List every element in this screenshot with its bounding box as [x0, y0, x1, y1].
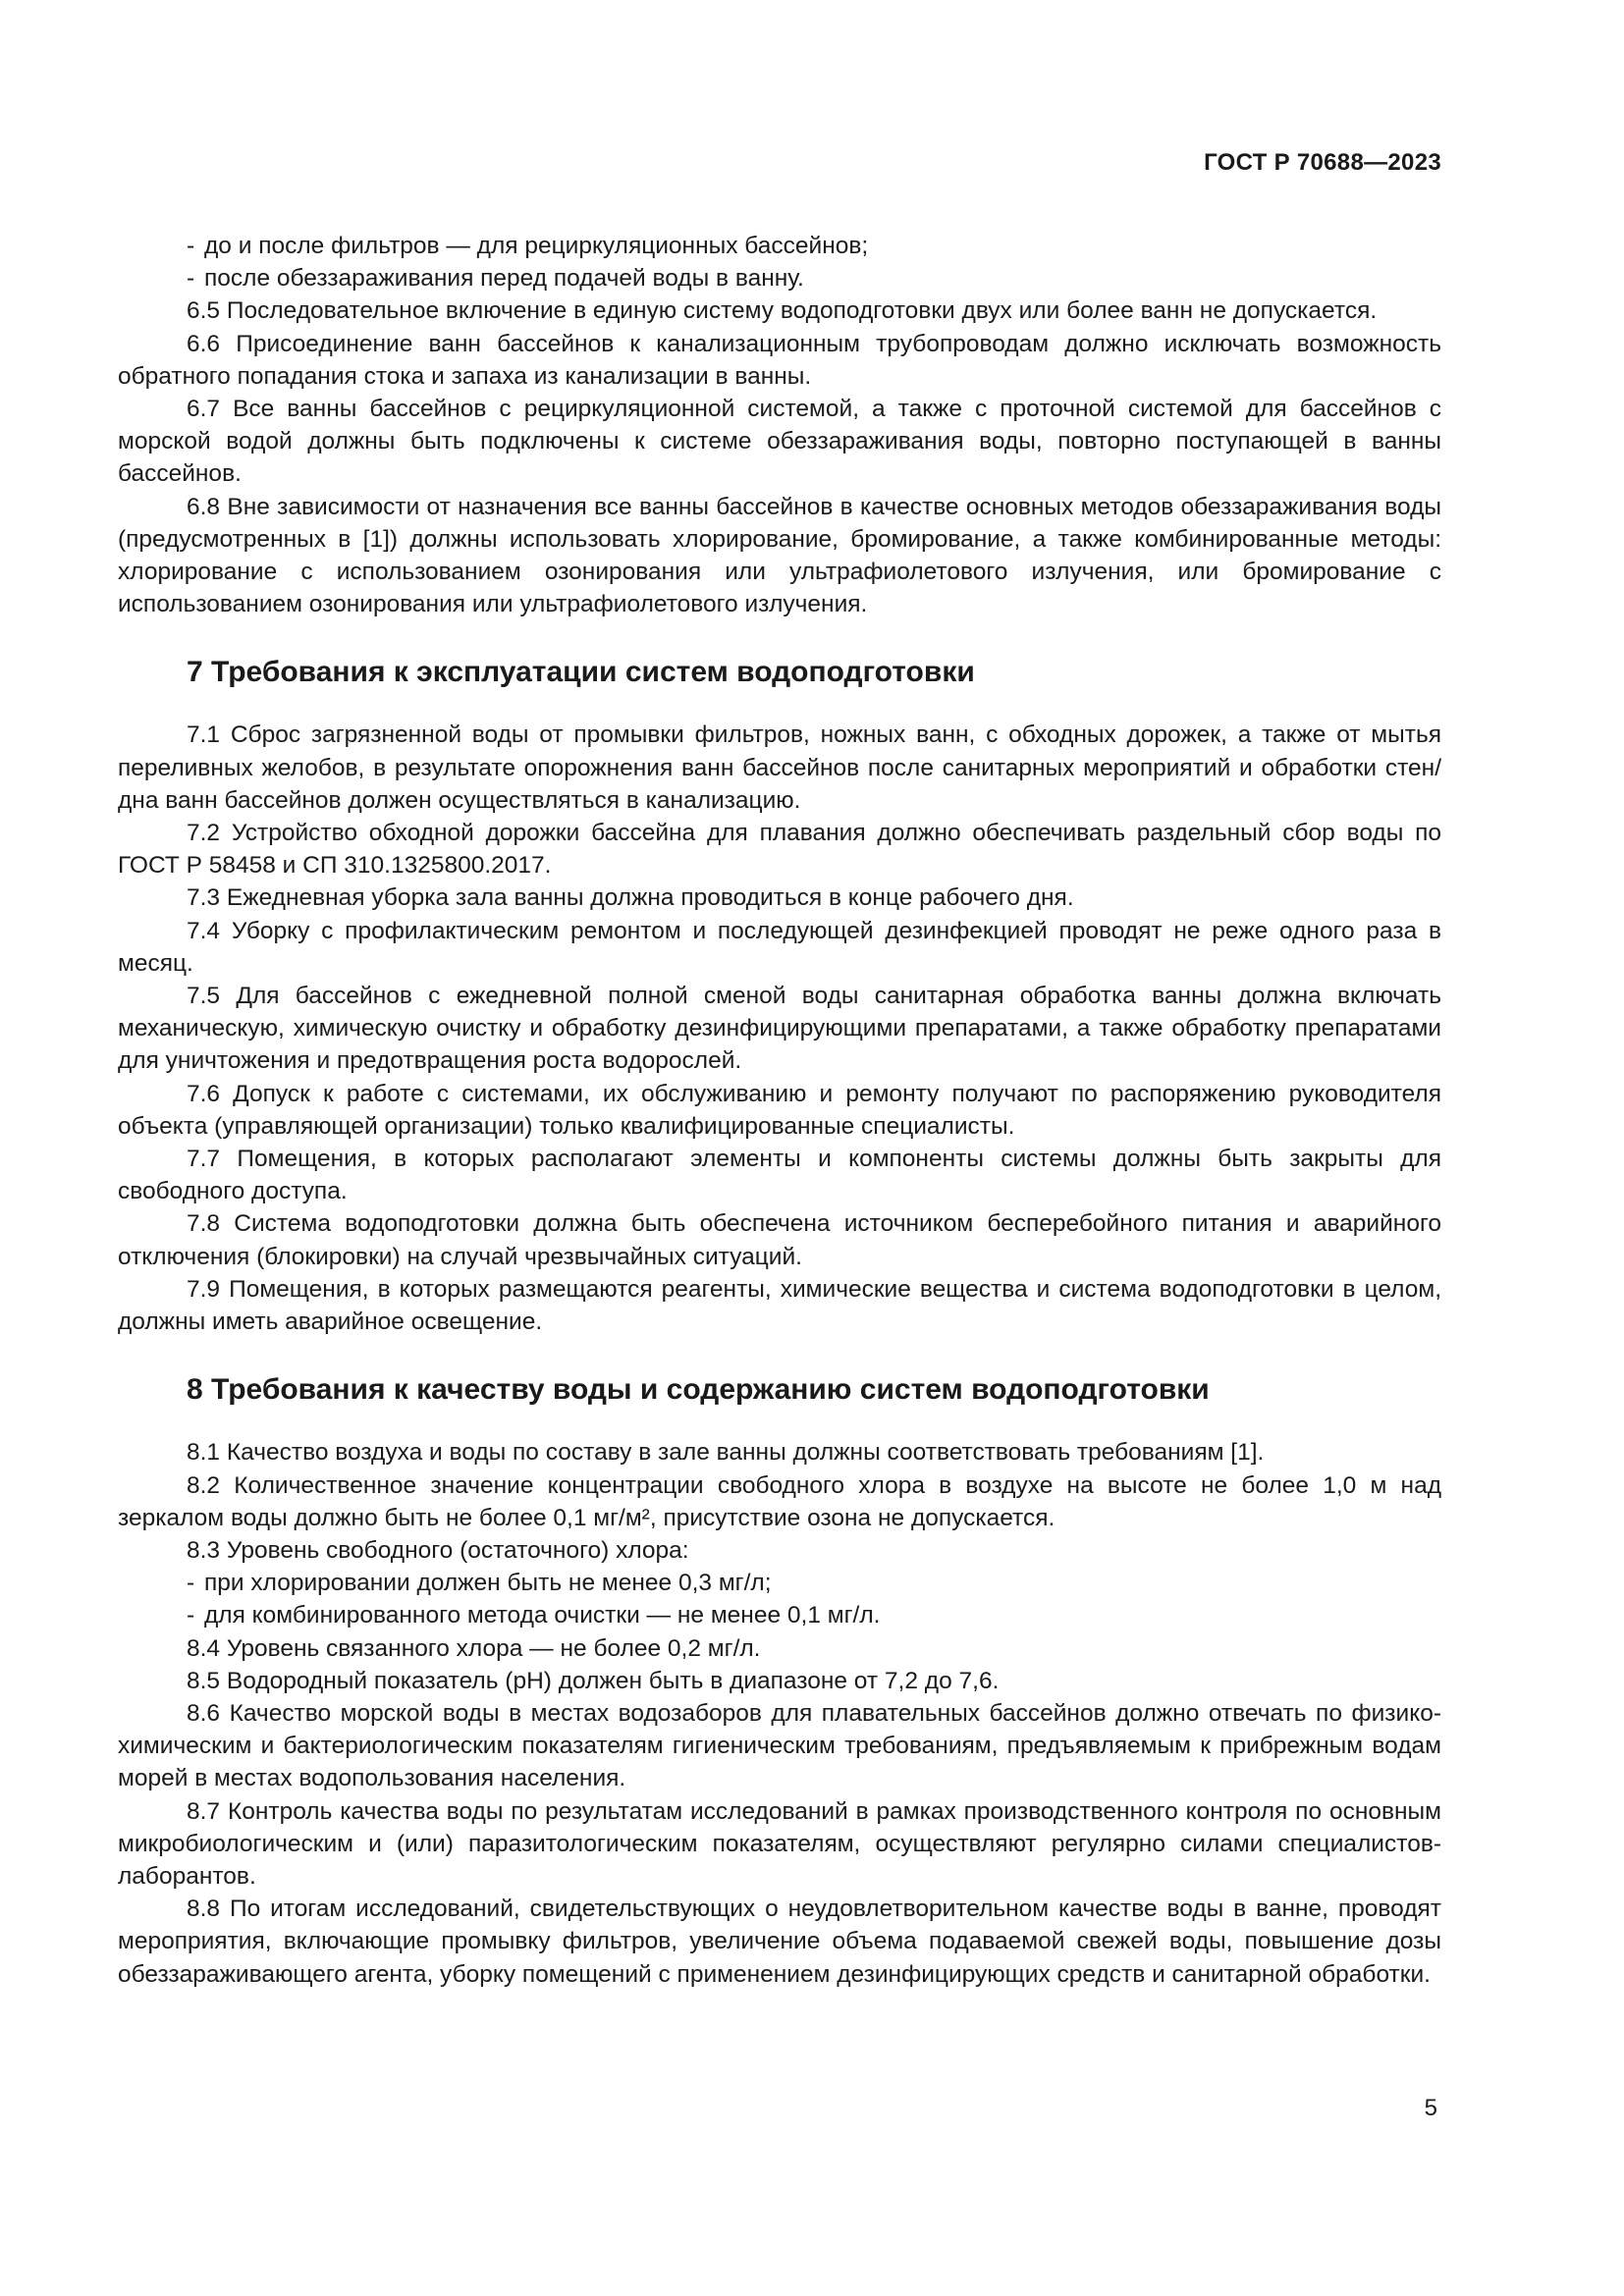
clause-paragraph: 7.1 Сброс загрязненной воды от промывки фильтров, ножных ванн, с обходных дорожек, а также от мытья переливных желобов, в результате опорожнения ванн бассейнов после санитарных мероприятий и обработки стен/дна ванн бассейнов должен осуществляться в канализацию. — [118, 721, 1441, 814]
clause-paragraph: 7.2 Устройство обходной дорожки бассейна для плавания должно обеспечивать раздельный сбор воды по ГОСТ Р 58458 и СП 310.1325800.2017. — [118, 820, 1441, 880]
bullet-text: для комбинированного метода очистки — не менее 0,1 мг/л. — [204, 1602, 881, 1629]
clause-paragraph: 7.8 Система водоподготовки должна быть обеспечена источником бесперебойного питания и аварийного отключения (блокировки) на случай чрезвычайных ситуаций. — [118, 1210, 1441, 1270]
bullet-text: до и после фильтров — для рециркуляционных бассейнов; — [204, 233, 869, 259]
bullet-item — [118, 262, 1441, 294]
clause-paragraph: 6.6 Присоединение ванн бассейнов к канализационным трубопроводам должно исключать возможность обратного попадания стока и запаха из канализации в ванны. — [118, 330, 1441, 390]
clause-paragraph: 8.7 Контроль качества воды по результатам исследований в рамках производственного контроля по основным микробиологическим и (или) паразитологическим показателям, осуществляют регулярно силами специалистов-лаборантов. — [118, 1797, 1441, 1890]
clause-paragraph: 7.4 Уборку с профилактическим ремонтом и последующей дезинфекцией проводят не реже одного раза в месяц. — [118, 917, 1441, 977]
bullet-dash: - — [187, 1570, 195, 1597]
document-code: ГОСТ Р 70688—2023 — [1204, 149, 1441, 176]
clause-paragraph: 8.6 Качество морской воды в местах водозаборов для плавательных бассейнов должно отвечать по физико-химическим и бактериологическим показателям гигиеническим требованиям, предъявляемым к прибрежным водам морей в местах водопользования населения. — [118, 1699, 1441, 1792]
bullet-item — [118, 1599, 1441, 1631]
clause-paragraph: 7.5 Для бассейнов с ежедневной полной сменой воды санитарная обработка ванны должна включать механическую, химическую очистку и обработку дезинфицирующими препаратами, а также обработку препаратами для уничтожения и предотвращения роста водорослей. — [118, 983, 1441, 1075]
bullet-dash: - — [187, 265, 195, 293]
clause-paragraph: 6.8 Вне зависимости от назначения все ванны бассейнов в качестве основных методов обеззараживания воды (предусмотренных в [1]) должны использовать хлорирование, бромирование, а также комбинированные методы: хлорирование с использованием озонирования или ультрафиолетового излучения, или бромирование с использованием озонирования или ультрафиолетового излучения. — [118, 493, 1441, 618]
bullet-item — [118, 230, 1441, 262]
clause-paragraph: 8.5 Водородный показатель (pH) должен быть в диапазоне от 7,2 до 7,6. — [187, 1667, 1000, 1694]
page-number: 5 — [1424, 2095, 1437, 2121]
section-heading: 7 Требования к эксплуатации систем водоподготовки — [187, 656, 975, 689]
section-heading: 8 Требования к качеству воды и содержанию систем водоподготовки — [187, 1373, 1210, 1407]
document-body — [118, 230, 1441, 1991]
bullet-dash: - — [187, 1602, 195, 1629]
clause-paragraph: 7.9 Помещения, в которых размещаются реагенты, химические вещества и система водоподготовки в целом, должны иметь аварийное освещение. — [118, 1275, 1441, 1336]
clause-paragraph: 8.3 Уровень свободного (остаточного) хлора: — [187, 1536, 689, 1564]
clause-paragraph: 7.6 Допуск к работе с системами, их обслуживанию и ремонту получают по распоряжению руководителя объекта (управляющей организации) только квалифицированные специалисты. — [118, 1080, 1441, 1140]
clause-paragraph: 8.1 Качество воздуха и воды по составу в зале ванны должны соответствовать требованиям [1]. — [187, 1439, 1265, 1467]
bullet-text: после обеззараживания перед подачей воды в ванну. — [204, 265, 804, 293]
clause-paragraph: 7.3 Ежедневная уборка зала ванны должна проводиться в конце рабочего дня. — [187, 884, 1074, 912]
clause-paragraph: 6.5 Последовательное включение в единую систему водоподготовки двух или более ванн не допускается. — [187, 297, 1378, 325]
clause-paragraph: 7.7 Помещения, в которых располагают элементы и компоненты системы должны быть закрыты для свободного доступа. — [118, 1146, 1441, 1205]
bullet-dash: - — [187, 233, 195, 259]
clause-paragraph: 6.7 Все ванны бассейнов с рециркуляционной системой, а также с проточной системой для бассейнов с морской водой должны быть подключены к системе обеззараживания воды, повторно поступающей в ванны бассейнов. — [118, 396, 1441, 488]
clause-paragraph: 8.4 Уровень связанного хлора — не более 0,2 мг/л. — [187, 1634, 761, 1662]
clause-paragraph: 8.2 Количественное значение концентрации свободного хлора в воздухе на высоте не более 1,0 м над зеркалом воды должно быть не более 0,1 мг/м², присутствие озона не допускается. — [118, 1471, 1441, 1531]
bullet-item — [118, 1567, 1441, 1599]
bullet-text: при хлорировании должен быть не менее 0,3 мг/л; — [204, 1570, 772, 1597]
clause-paragraph: 8.8 По итогам исследований, свидетельствующих о неудовлетворительном качестве воды в ванне, проводят мероприятия, включающие промывку фильтров, увеличение объема подаваемой свежей воды, повышение дозы обеззараживающего агента, уборку помещений с применением дезинфицирующих средств и санитарной обработки. — [118, 1896, 1441, 1988]
